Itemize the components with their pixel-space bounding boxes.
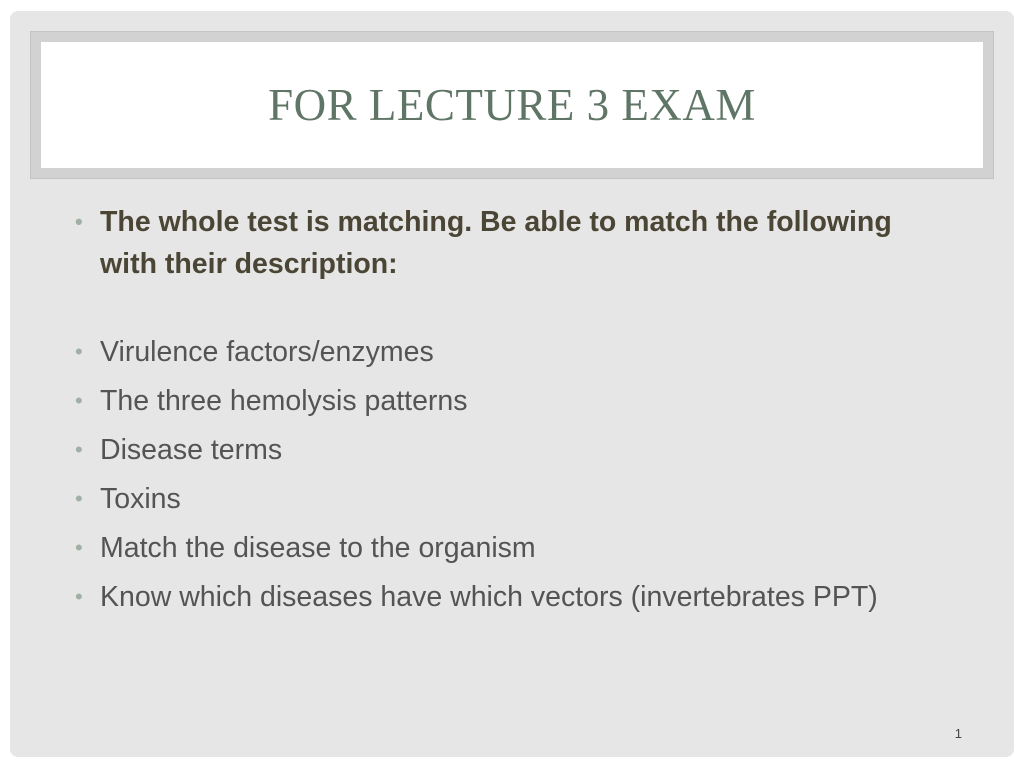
list-item-text: Toxins: [100, 483, 181, 515]
list-item: [72, 576, 952, 618]
list-item-text: The three hemolysis patterns: [100, 385, 468, 417]
bullet-icon: •: [75, 437, 83, 462]
bullet-icon: •: [75, 584, 83, 609]
intro-bullet: [72, 201, 952, 285]
list-item: [72, 331, 952, 373]
slide: [10, 11, 1014, 757]
list-item-text: Match the disease to the organism: [100, 532, 536, 564]
title-frame: [30, 31, 994, 179]
list-item: [72, 429, 952, 471]
list-item-text: Know which diseases have which vectors (invertebrates PPT): [100, 581, 878, 613]
list-item-text: Disease terms: [100, 434, 283, 466]
bullet-icon: •: [75, 486, 83, 511]
intro-text: The whole test is matching. Be able to match the following with their description:: [100, 206, 892, 280]
list-item: [72, 380, 952, 422]
bullet-icon: •: [75, 535, 83, 560]
title-box: [41, 42, 983, 168]
list-item-text: Virulence factors/enzymes: [100, 336, 434, 368]
bullet-icon: •: [75, 339, 83, 364]
list-item: [72, 478, 952, 520]
list-item: [72, 527, 952, 569]
bullet-icon: •: [75, 388, 83, 413]
bullet-icon: •: [75, 209, 83, 234]
page-number: 1: [954, 726, 962, 741]
bullet-list: [72, 201, 952, 625]
slide-title: FOR LECTURE 3 EXAM: [268, 80, 756, 130]
